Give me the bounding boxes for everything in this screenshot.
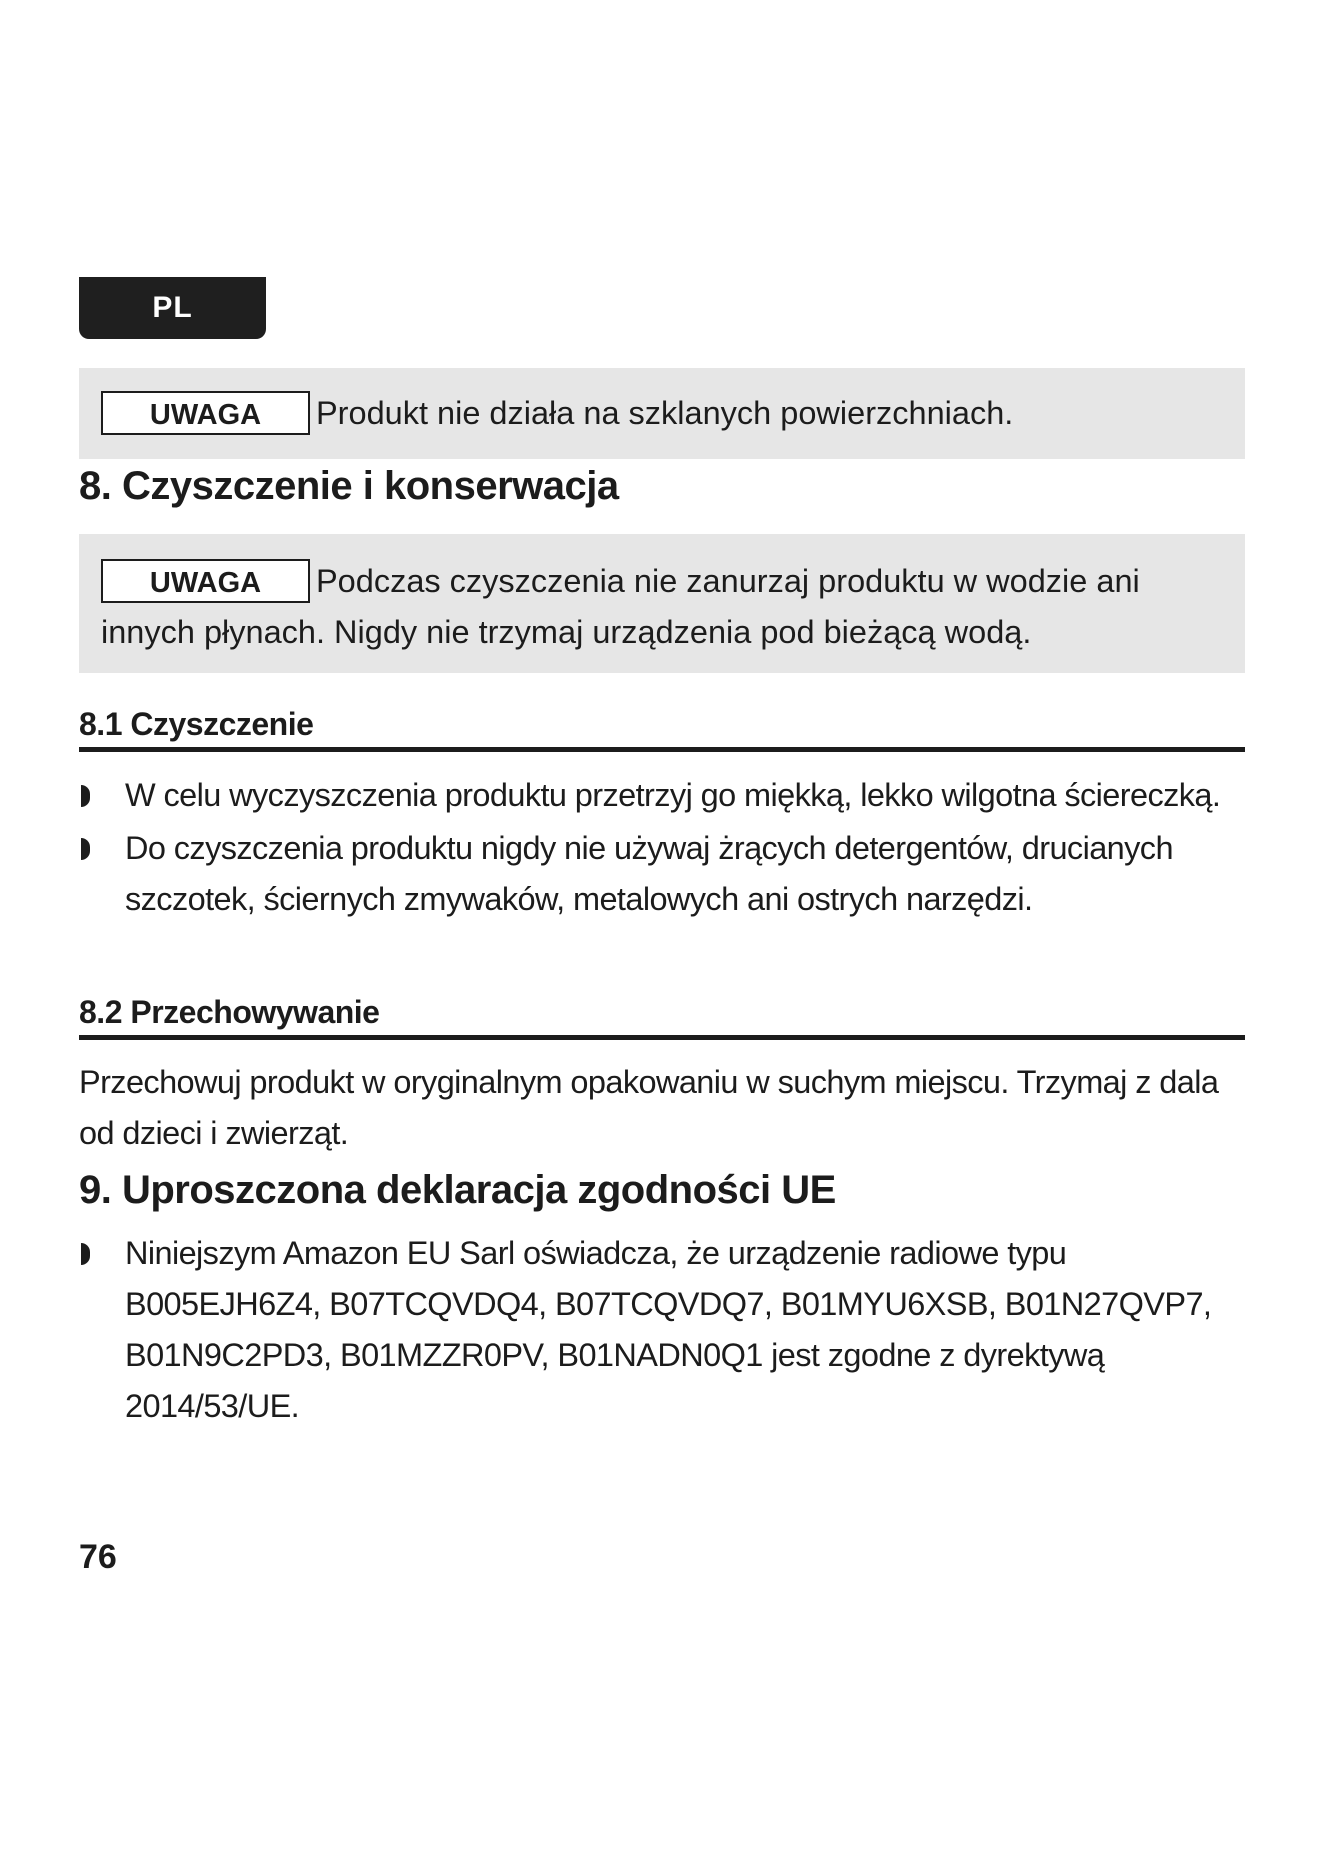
- list-item: [79, 770, 1249, 821]
- storage-paragraph: Przechowuj produkt w oryginalnym opakowaniu w suchym miejscu. Trzymaj z dala od dzieci i zwierząt.: [79, 1064, 1219, 1151]
- section-9-heading: 9. Uproszczona deklaracja zgodności UE: [79, 1168, 836, 1212]
- section-8-2-heading: 8.2 Przechowywanie: [79, 994, 1245, 1040]
- bullet-icon: [81, 1243, 90, 1265]
- warning-label: UWAGA: [101, 559, 310, 603]
- notice-box-cleaning: [79, 534, 1245, 673]
- list-item-text: Do czyszczenia produktu nigdy nie używaj żrących detergentów, drucianych szczotek, ściernych zmywaków, metalowych ani ostrych narzędzi.: [125, 830, 1173, 917]
- notice-box-glass: [79, 368, 1245, 459]
- list-item-text: Niniejszym Amazon EU Sarl oświadcza, że urządzenie radiowe typu B005EJH6Z4, B07TCQVDQ4, B07TCQVDQ7, B01MYU6XSB, B01N27QVP7, B01N9C2PD3, B01MZZR0PV, B01NADN0Q1 jest zgodne z dyrektywą 2014/53/UE.: [125, 1235, 1212, 1424]
- declaration-bullet-list: [79, 1228, 1249, 1432]
- language-tab: [79, 277, 266, 339]
- bullet-icon: [81, 785, 90, 807]
- section-8-1-heading: 8.1 Czyszczenie: [79, 706, 1245, 752]
- bullet-icon: [81, 838, 90, 860]
- language-code: PL: [152, 291, 193, 324]
- list-item-text: W celu wyczyszczenia produktu przetrzyj go miękką, lekko wilgotna ściereczką.: [125, 777, 1221, 813]
- notice-text: Podczas czyszczenia nie zanurzaj produktu w wodzie ani innych płynach. Nigdy nie trzymaj urządzenia pod bieżącą wodą.: [101, 563, 1140, 650]
- list-item: [79, 823, 1249, 925]
- page-number: 76: [79, 1538, 117, 1576]
- notice-text: Produkt nie działa na szklanych powierzchniach.: [316, 395, 1014, 431]
- list-item: [79, 1228, 1249, 1432]
- cleaning-bullet-list: [79, 770, 1249, 925]
- section-8-heading: 8. Czyszczenie i konserwacja: [79, 464, 619, 508]
- warning-label: UWAGA: [101, 391, 310, 435]
